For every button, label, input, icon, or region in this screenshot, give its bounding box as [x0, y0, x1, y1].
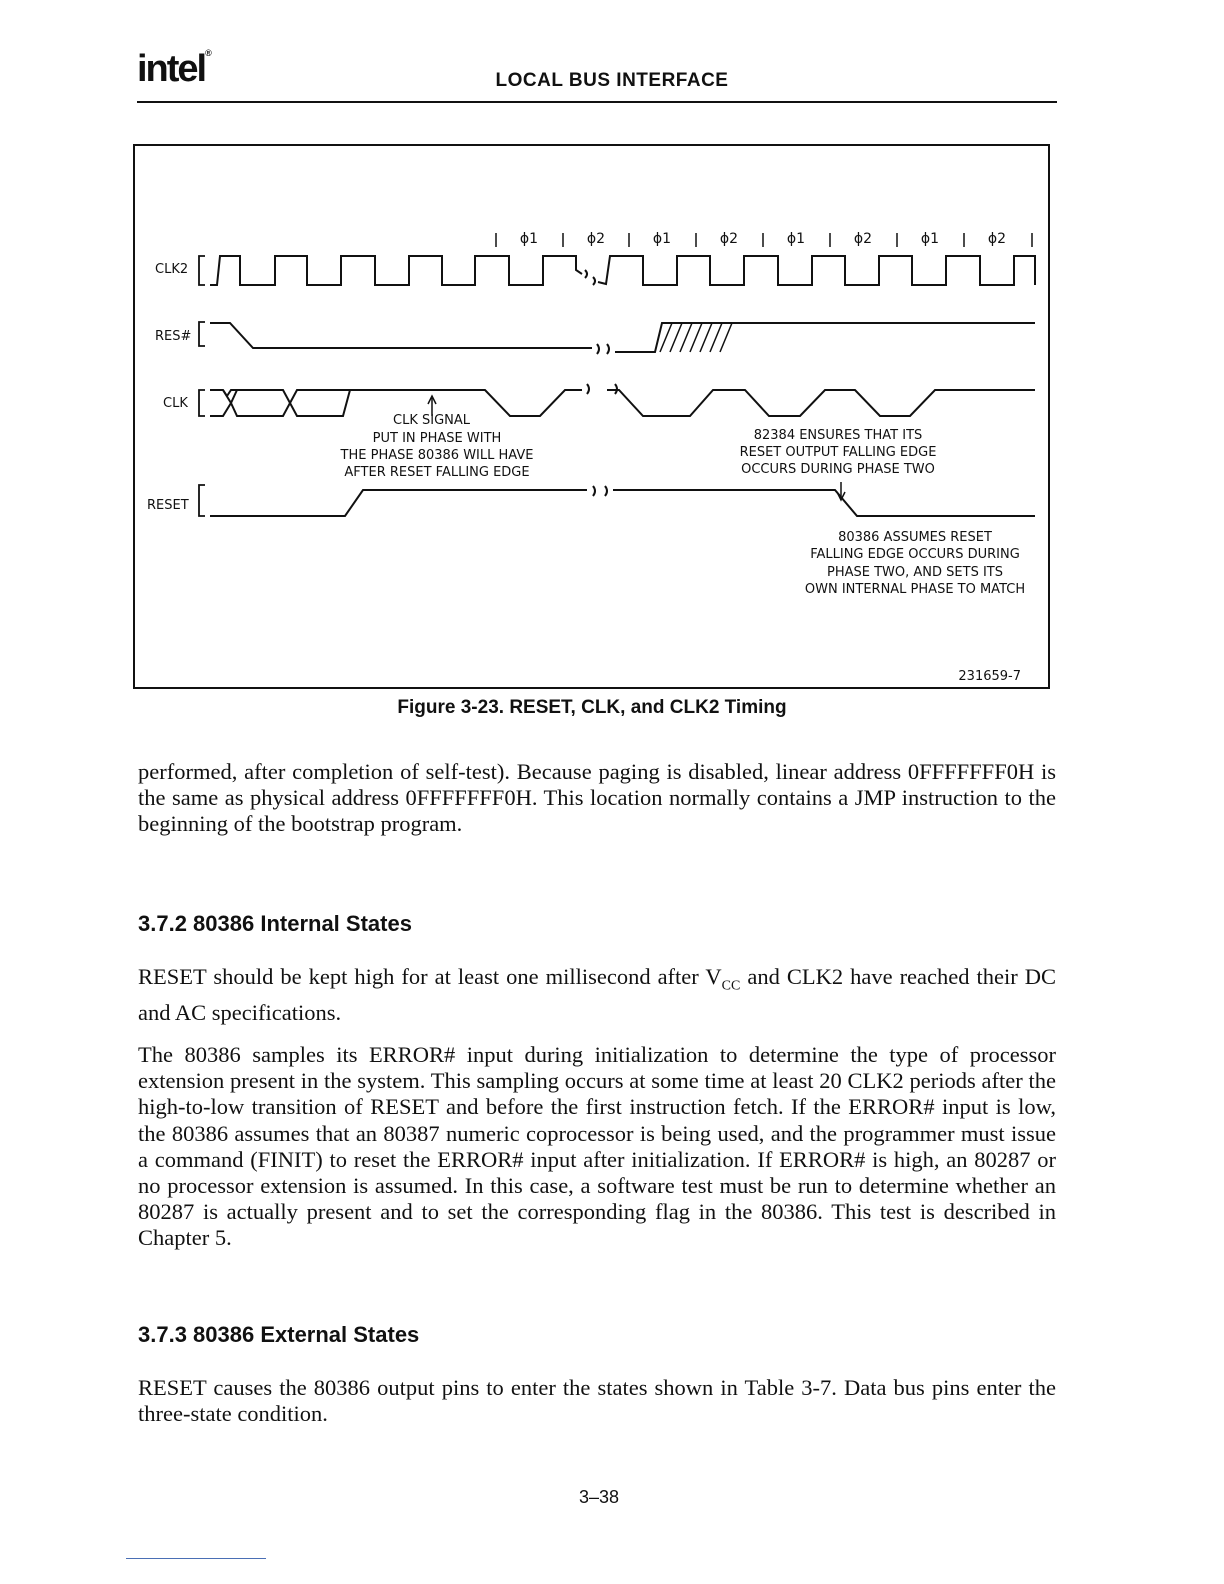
- phase-label: ϕ1: [786, 231, 806, 247]
- svg-text:80386 ASSUMES RESET: 80386 ASSUMES RESET: [838, 530, 992, 545]
- res-waveform: [210, 323, 1035, 354]
- reset-paragraph: RESET should be kept high for at least one millisecond after $V_{CC}$ and CLK2 have reached their DC and AC specifications.: [138, 964, 1057, 1025]
- signal-label-clk2: CLK2: [155, 262, 189, 277]
- phase-label: ϕ2: [719, 231, 739, 247]
- footer-rule: [126, 1558, 266, 1559]
- annotation-clk-signal: [340, 413, 534, 480]
- timing-figure: [133, 144, 1050, 689]
- res-hatch: [660, 323, 732, 352]
- phase-label: ϕ1: [920, 231, 940, 247]
- reset-fall-arrow: [837, 482, 845, 500]
- phase-label: ϕ2: [853, 231, 873, 247]
- annotation-80386: [805, 530, 1025, 597]
- figure-id: 231659-7: [958, 669, 1021, 684]
- phase-label: ϕ1: [652, 231, 672, 247]
- phase-label: ϕ1: [519, 231, 539, 247]
- annotation-82384: [740, 428, 937, 477]
- timing-diagram: [135, 146, 1048, 687]
- clk2-waveform: [210, 256, 1035, 285]
- svg-text:AFTER RESET FALLING EDGE: AFTER RESET FALLING EDGE: [344, 465, 530, 480]
- svg-text:OCCURS DURING PHASE TWO: OCCURS DURING PHASE TWO: [741, 462, 935, 477]
- reset-waveform: [210, 486, 1035, 516]
- signal-brackets: [199, 256, 205, 516]
- phase-label: ϕ2: [987, 231, 1007, 247]
- svg-text:OWN INTERNAL PHASE TO MATCH: OWN INTERNAL PHASE TO MATCH: [804, 582, 1026, 597]
- svg-text:CLK SIGNAL: CLK SIGNAL: [393, 413, 470, 428]
- svg-text:THE PHASE 80386 WILL HAVE: THE PHASE 80386 WILL HAVE: [340, 448, 534, 463]
- signal-label-clk: CLK: [163, 396, 188, 411]
- intel-logo: intel®: [137, 48, 212, 90]
- phase-label: ϕ2: [586, 231, 606, 247]
- svg-text:PHASE TWO, AND SETS ITS: PHASE TWO, AND SETS ITS: [827, 565, 1003, 580]
- page-number: 3–38: [578, 1487, 620, 1507]
- page-header-title: LOCAL BUS INTERFACE: [495, 70, 729, 91]
- continued-paragraph: performed, after completion of self-test). Because paging is disabled, linear address 0FFFFFFF0H is the same as physical address 0FFFFFFF0H. This location normally contains a JMP instruction to the beginning of the bootstrap program.: [138, 759, 1056, 837]
- phase-separators: [496, 233, 1032, 247]
- figure-caption: Figure 3-23. RESET, CLK, and CLK2 Timing: [397, 697, 787, 718]
- signal-label-reset: RESET: [147, 498, 189, 513]
- svg-text:RESET OUTPUT FALLING EDGE: RESET OUTPUT FALLING EDGE: [739, 445, 937, 460]
- svg-text:FALLING EDGE OCCURS DURING: FALLING EDGE OCCURS DURING: [810, 547, 1020, 562]
- header-rule: [137, 101, 1057, 103]
- clk-waveform: [210, 384, 1035, 416]
- svg-text:82384 ENSURES THAT ITS: 82384 ENSURES THAT ITS: [753, 428, 923, 443]
- svg-text:PUT IN PHASE WITH: PUT IN PHASE WITH: [372, 431, 502, 446]
- signal-label-res: RES#: [155, 329, 192, 344]
- error-paragraph: The 80386 samples its ERROR# input during initialization to determine the type of processor extension present in the system. This sampling occurs at some time at least 20 CLK2 periods after the high-to-low transition of RESET and before the first instruction fetch. If the ERROR# input is low, the 80386 assumes that an 80387 numeric coprocessor is being used, and the programmer must issue a command (FINIT) to reset the ERROR# input after initialization. If ERROR# is high, an 80287 or no processor extension is assumed. In this case, a software test must be run to determine whether an 80287 is actually present and to set the corresponding flag in the 80386. This test is described in Chapter 5.: [138, 1042, 1056, 1251]
- section-heading-373: 3.7.3 80386 External States: [138, 1322, 420, 1347]
- section-heading-372: 3.7.2 80386 Internal States: [138, 911, 412, 936]
- external-states-paragraph: RESET causes the 80386 output pins to enter the states shown in Table 3-7. Data bus pins enter the three-state condition.: [138, 1375, 1056, 1427]
